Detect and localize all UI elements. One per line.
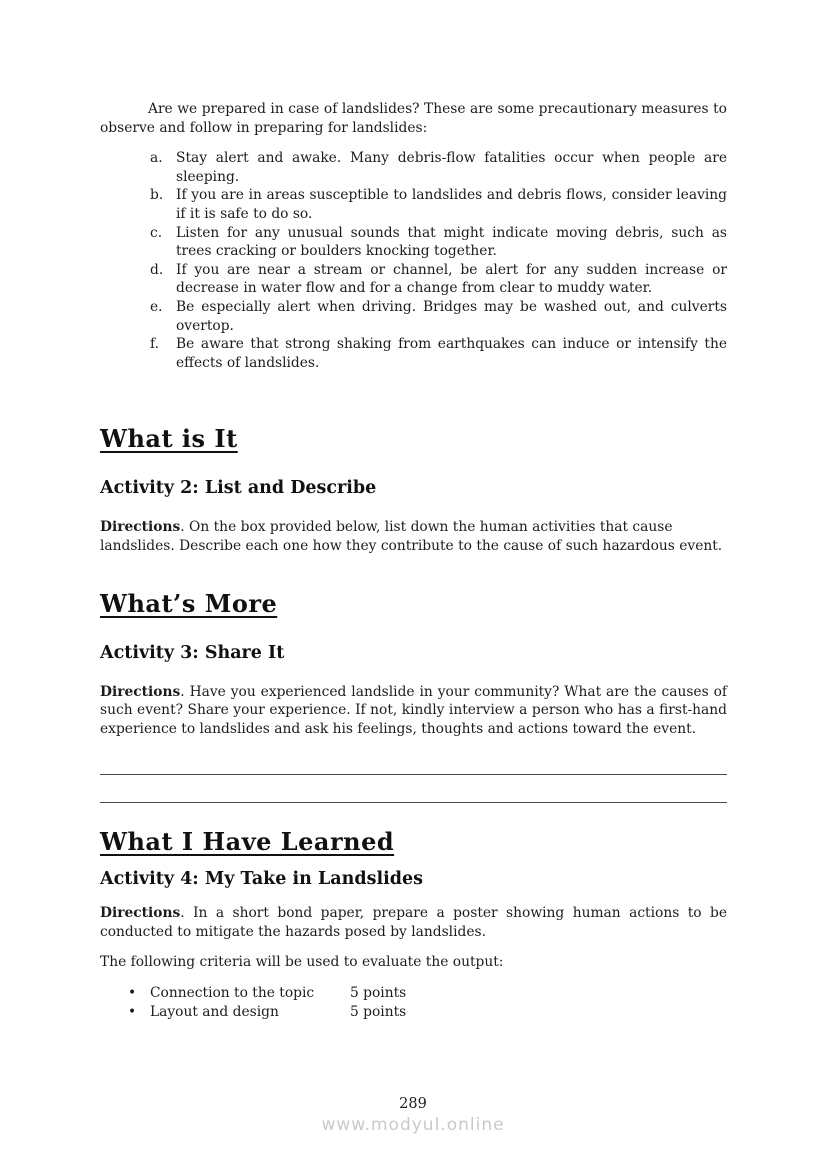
list-item-text: Listen for any unusual sounds that might indicate moving debris, such as trees cracking or boulders knocking together.	[176, 224, 727, 260]
criteria-label: Layout and design	[150, 1003, 279, 1020]
answer-line	[100, 747, 727, 775]
activity-3-directions	[100, 683, 727, 739]
list-item	[100, 186, 727, 223]
list-item-marker: a.	[150, 150, 163, 167]
list-item-marker: d.	[150, 261, 164, 278]
directions-label: Directions	[100, 905, 181, 922]
precaution-list	[100, 149, 727, 372]
list-item	[100, 224, 727, 261]
intro-paragraph: Are we prepared in case of landslides? These are some precautionary measures to observe and follow in preparing for landslides:	[100, 101, 727, 136]
activity-2-directions	[100, 518, 727, 555]
directions-text: . In a short bond paper, prepare a poster showing human actions to be conducted to mitigate the hazards posed by landslides.	[100, 905, 727, 940]
list-item	[100, 335, 727, 372]
page-footer	[0, 1096, 826, 1135]
activity-4-directions	[100, 904, 727, 941]
watermark: www.modyul.online	[321, 1115, 505, 1135]
section-heading-what-is-it: What is It	[100, 424, 238, 454]
criteria-row	[100, 984, 727, 1003]
list-item-text: If you are in areas susceptible to landslides and debris flows, consider leaving if it is safe to do so.	[176, 187, 727, 222]
list-item-text: Be aware that strong shaking from earthquakes can induce or intensify the effects of landslides.	[176, 336, 727, 371]
page-number: 289	[399, 1096, 427, 1112]
criteria-points: 5 points	[350, 985, 407, 1002]
criteria-points: 5 points	[350, 1003, 407, 1020]
list-item	[100, 149, 727, 186]
list-item-marker: e.	[150, 298, 163, 315]
list-item-marker: c.	[150, 224, 163, 241]
list-item	[100, 298, 727, 335]
directions-label: Directions	[100, 519, 181, 536]
answer-line	[100, 775, 727, 803]
section-heading-whats-more: What’s More	[100, 588, 278, 618]
activity-4-title: Activity 4: My Take in Landslides	[100, 869, 423, 890]
list-item-text: Stay alert and awake. Many debris-flow fatalities occur when people are sleeping.	[176, 150, 727, 185]
section-heading-what-i-have-learned: What I Have Learned	[100, 827, 395, 857]
list-item-text: If you are near a stream or channel, be alert for any sudden increase or decrease in water flow and for a change from clear to muddy water.	[176, 261, 727, 297]
activity-3-title: Activity 3: Share It	[100, 642, 285, 663]
list-item	[100, 261, 727, 298]
list-item-marker: b.	[150, 187, 164, 204]
answer-lines	[100, 747, 727, 803]
activity-2-title: Activity 2: List and Describe	[100, 478, 377, 499]
list-item-marker: f.	[150, 336, 160, 353]
criteria-row	[100, 1003, 727, 1022]
criteria-label: Connection to the topic	[150, 985, 315, 1002]
directions-text: . On the box provided below, list down the human activities that cause landslides. Describe each one how they contribute to the cause of such hazardous event.	[100, 519, 723, 554]
bullet-icon: •	[128, 985, 137, 1002]
list-item-text: Be especially alert when driving. Bridges may be washed out, and culverts overtop.	[176, 298, 727, 334]
directions-label: Directions	[100, 683, 181, 700]
bullet-icon: •	[128, 1003, 137, 1020]
directions-text: . Have you experienced landslide in your community? What are the causes of such event? Share your experience. If not, kindly interview a person who has a first-hand experience to landslides and ask his feelings, thoughts and actions toward the event.	[100, 683, 727, 737]
criteria-intro: The following criteria will be used to evaluate the output:	[100, 954, 504, 971]
criteria-list	[100, 984, 727, 1021]
